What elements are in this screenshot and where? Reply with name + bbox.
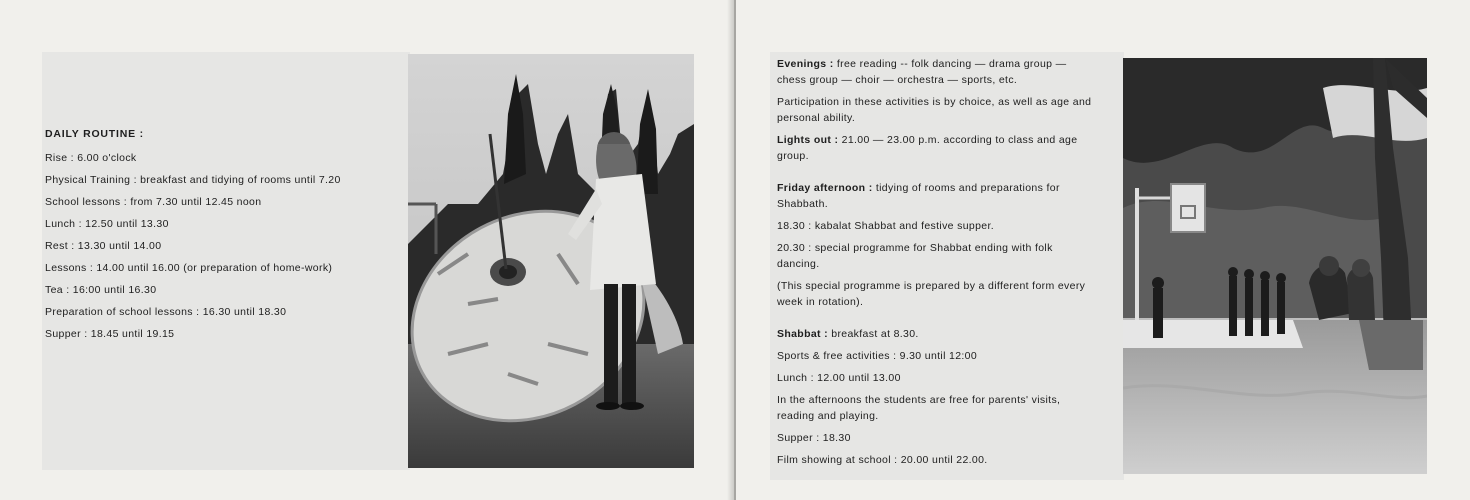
evenings-text: free reading -- folk dancing — drama group — chess group — choir — orchestra — sports, etc.: [777, 58, 1067, 86]
schedule-item-rise: Rise : 6.00 o'clock: [45, 152, 137, 164]
millstone-photo-icon: [408, 54, 694, 468]
lights-out-label: Lights out :: [777, 134, 839, 146]
schedule-item-school-lessons: School lessons : from 7.30 until 12.45 noon: [45, 196, 262, 208]
shabbat-label: Shabbat :: [777, 328, 828, 340]
shabbat-item: Sports & free activities : 9.30 until 12:00: [777, 350, 978, 362]
schedule-item-supper: Supper : 18.45 until 19.15: [45, 328, 175, 340]
friday-item: 18.30 : kabalat Shabbat and festive supper.: [777, 220, 995, 232]
evenings-label: Evenings :: [777, 58, 834, 70]
shabbat-item: In the afternoons the students are free for parents' visits, reading and playing.: [777, 394, 1061, 422]
schedule-item-lunch: Lunch : 12.50 until 13.30: [45, 218, 169, 230]
evenings-paragraph: [777, 56, 1095, 88]
participation-paragraph: Participation in these activities is by choice, as well as age and personal ability.: [777, 96, 1092, 124]
friday-label: Friday afternoon :: [777, 182, 873, 194]
schedule-item-physical-training: Physical Training : breakfast and tidying of rooms until 7.20: [45, 174, 341, 186]
shabbat-item: Lunch : 12.00 until 13.00: [777, 372, 901, 384]
left-page: [0, 0, 734, 500]
daily-routine-heading: DAILY ROUTINE :: [45, 128, 144, 140]
section-gap: [777, 170, 1095, 180]
schedule-item-tea: Tea : 16:00 until 16.30: [45, 284, 157, 296]
lights-out-text: 21.00 — 23.00 p.m. according to class and age group.: [777, 134, 1078, 162]
shabbat-item: Film showing at school : 20.00 until 22.00.: [777, 454, 988, 466]
lights-out-paragraph: [777, 132, 1095, 164]
shabbat-paragraph: [777, 326, 1095, 342]
shabbat-text: breakfast at 8.30.: [828, 328, 919, 340]
shabbat-item: Supper : 18.30: [777, 432, 851, 444]
friday-item: (This special programme is prepared by a different form every week in rotation).: [777, 280, 1086, 308]
activities-section: [777, 56, 1095, 474]
friday-item: 20.30 : special programme for Shabbat ending with folk dancing.: [777, 242, 1053, 270]
friday-paragraph: [777, 180, 1095, 212]
schedule-item-preparation: Preparation of school lessons : 16.30 until 18.30: [45, 306, 287, 318]
schedule-item-rest: Rest : 13.30 until 14.00: [45, 240, 162, 252]
daily-routine-section: [45, 126, 365, 348]
basketball-court-photo-icon: [1123, 58, 1427, 474]
schedule-item-lessons: Lessons : 14.00 until 16.00 (or preparation of home-work): [45, 262, 333, 274]
friday-text: tidying of rooms and preparations for Shabbath.: [777, 182, 1060, 210]
section-gap: [777, 316, 1095, 326]
